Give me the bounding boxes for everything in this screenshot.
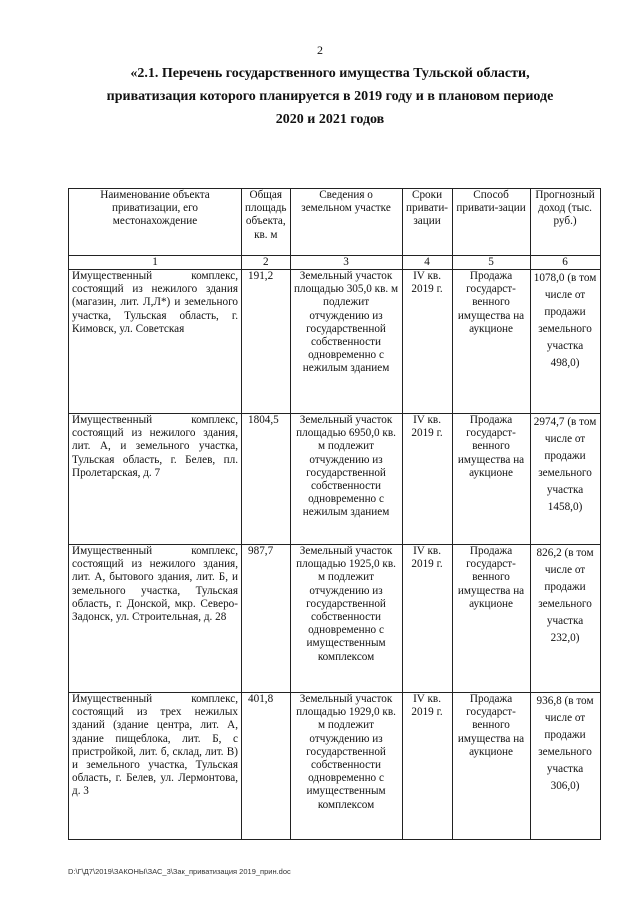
object-name-cell: Имущественный комплекс, состоящий из нежилого здания, лит. А, и земельного участка, Тульская область, г. Белев, пл. Пролетарская, д. 7 [69, 414, 242, 545]
header-method: Способ привати-зации [452, 189, 530, 256]
table-row [69, 693, 601, 840]
column-number: 3 [290, 256, 402, 270]
income-cell: 936,8 (в том числе от продажи земельного участка 306,0) [530, 693, 600, 840]
title-line-2: приватизация которого планируется в 2019 году и в плановом периоде [106, 89, 554, 104]
term-cell: IV кв. 2019 г. [402, 693, 452, 840]
table-header-row [69, 189, 601, 256]
land-info-cell: Земельный участок площадью 1925,0 кв. м подлежит отчуждению из государственной собственности одновременно с имущественным комплексом [290, 545, 402, 693]
header-term: Сроки привати-зации [402, 189, 452, 256]
table-row [69, 270, 601, 414]
term-cell: IV кв. 2019 г. [402, 545, 452, 693]
column-number: 5 [452, 256, 530, 270]
income-cell: 1078,0 (в том числе от продажи земельного участка 498,0) [530, 270, 600, 414]
column-number: 4 [402, 256, 452, 270]
object-name-cell: Имущественный комплекс, состоящий из нежилого здания (магазин, лит. Л,Л*) и земельного участка, Тульская область, г. Кимовск, ул. Советская [69, 270, 242, 414]
table-row [69, 414, 601, 545]
document-title [100, 62, 560, 131]
term-cell: IV кв. 2019 г. [402, 414, 452, 545]
header-land-info: Сведения о земельном участке [290, 189, 402, 256]
area-cell: 1804,5 [242, 414, 291, 545]
land-info-cell: Земельный участок площадью 6950,0 кв. м подлежит отчуждению из государственной собственности одновременно с нежилым зданием [290, 414, 402, 545]
header-income: Прогнозный доход (тыс. руб.) [530, 189, 600, 256]
page-number: 2 [317, 43, 323, 57]
method-cell: Продажа государст-венного имущества на аукционе [452, 414, 530, 545]
method-cell: Продажа государст-венного имущества на аукционе [452, 693, 530, 840]
file-path-footer: D:\Г\Д7\2019\ЗАКОНЫ\ЗАС_3\Зак_приватизация 2019_прин.doc [68, 867, 291, 876]
column-number: 1 [69, 256, 242, 270]
method-cell: Продажа государст-венного имущества на аукционе [452, 270, 530, 414]
area-cell: 191,2 [242, 270, 291, 414]
column-number: 6 [530, 256, 600, 270]
area-cell: 401,8 [242, 693, 291, 840]
land-info-cell: Земельный участок площадью 305,0 кв. м подлежит отчуждению из государственной собственности одновременно с нежилым зданием [290, 270, 402, 414]
column-number-row [69, 256, 601, 270]
land-info-cell: Земельный участок площадью 1929,0 кв. м подлежит отчуждению из государственной собственности одновременно с имущественным комплексом [290, 693, 402, 840]
title-line-1: «2.1. Перечень государственного имущества Тульской области, [130, 66, 530, 81]
object-name-cell: Имущественный комплекс, состоящий из нежилого здания, лит. А, бытового здания, лит. Б, и земельного участка, Тульская область, г. Донской, мкр. Северо-Задонск, ул. Строительная, д. 28 [69, 545, 242, 693]
area-cell: 987,7 [242, 545, 291, 693]
header-area: Общая площадь объекта, кв. м [242, 189, 291, 256]
method-cell: Продажа государст-венного имущества на аукционе [452, 545, 530, 693]
header-object-name: Наименование объекта приватизации, его местонахождение [69, 189, 242, 256]
column-number: 2 [242, 256, 291, 270]
title-line-3: 2020 и 2021 годов [275, 112, 385, 127]
income-cell: 2974,7 (в том числе от продажи земельного участка 1458,0) [530, 414, 600, 545]
object-name-cell: Имущественный комплекс, состоящий из трех нежилых зданий (здание центра, лит. А, здание пищеблока, лит. Б, с пристройкой, лит. б, склад, лит. В) и земельного участка, Тульская область, г. Белев, ул. Лермонтова, д. 3 [69, 693, 242, 840]
table-row [69, 545, 601, 693]
income-cell: 826,2 (в том числе от продажи земельного участка 232,0) [530, 545, 600, 693]
term-cell: IV кв. 2019 г. [402, 270, 452, 414]
privatization-table [68, 188, 601, 840]
